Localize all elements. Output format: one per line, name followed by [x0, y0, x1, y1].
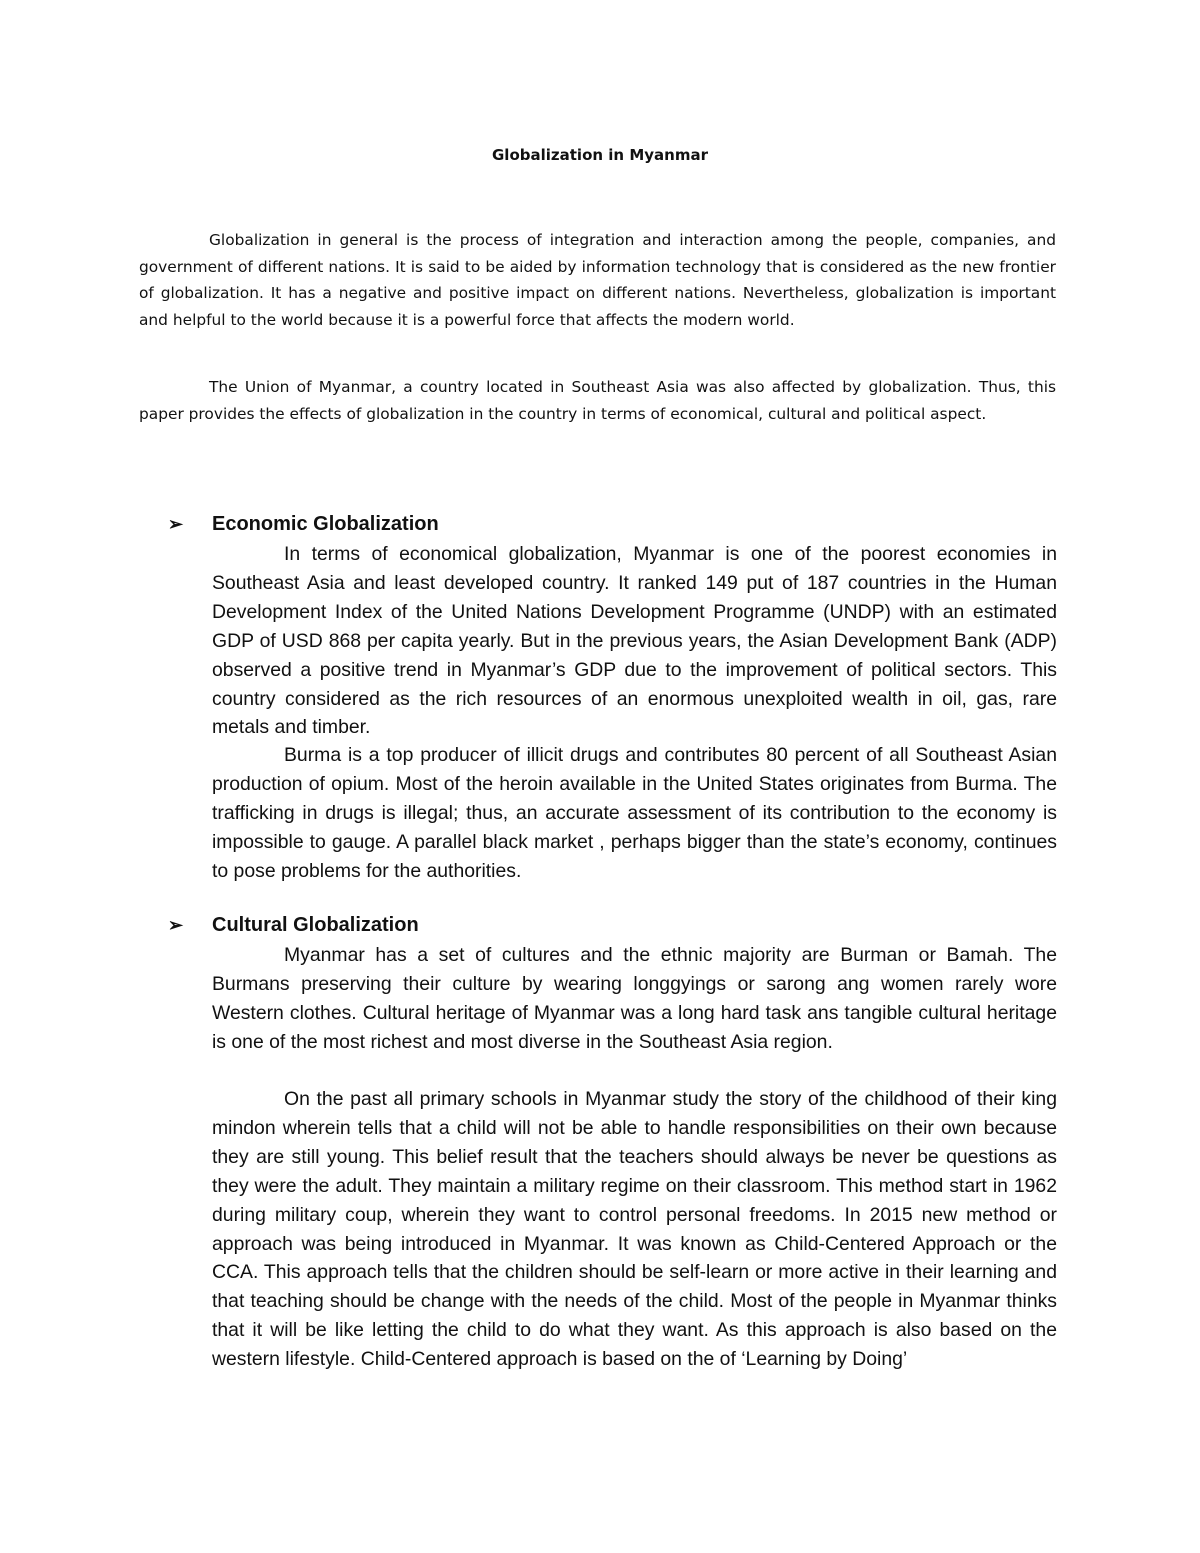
section-heading-label: Cultural Globalization — [212, 914, 419, 936]
intro-paragraph: The Union of Myanmar, a country located in Southeast Asia was also affected by globalization. Thus, this paper provides the effects of globalization in the country in terms of economical, cultural and political aspect. — [139, 378, 1056, 423]
intro-paragraph: Globalization in general is the process of integration and interaction among the people, companies, and government of different nations. It is said to be aided by information technology that is considered as the new frontier of globalization. It has a negative and positive impact on different nations. Nevertheless, globalization is important and helpful to the world because it is a powerful force that affects the modern world. — [139, 231, 1056, 329]
section-heading-economic — [168, 510, 439, 539]
arrow-bullet-icon: ➢ — [168, 915, 184, 935]
page-title: Globalization in Myanmar — [492, 146, 708, 164]
arrow-bullet-icon: ➢ — [168, 514, 184, 534]
section-paragraph: In terms of economical globalization, Myanmar is one of the poorest economies in Southeast Asia and least developed country. It ranked 149 put of 187 countries in the Human Development Index of the United Nations Development Programme (UNDP) with an estimated GDP of USD 868 per capita yearly. But in the previous years, the Asian Development Bank (ADP) observed a positive trend in Myanmar’s GDP due to the improvement of political sectors. This country considered as the rich resources of an enormous unexploited wealth in oil, gas, rare metals and timber. — [212, 543, 1057, 739]
section-paragraph: Myanmar has a set of cultures and the ethnic majority are Burman or Bamah. The Burmans preserving their culture by wearing longgyings or sarong ang women rarely wore Western clothes. Cultural heritage of Myanmar was a long hard task ans tangible cultural heritage is one of the most richest and most diverse in the Southeast Asia region. — [212, 944, 1057, 1053]
section-paragraph: Burma is a top producer of illicit drugs and contributes 80 percent of all Southeast Asian production of opium. Most of the heroin available in the United States originates from Burma. The trafficking in drugs is illegal; thus, an accurate assessment of its contribution to the economy is impossible to gauge. A parallel black market , perhaps bigger than the state’s economy, continues to pose problems for the authorities. — [212, 744, 1057, 882]
section-paragraph: On the past all primary schools in Myanmar study the story of the childhood of their king mindon wherein tells that a child will not be able to handle responsibilities on their own because they are still young. This belief result that the teachers should always be never be questions as they were the adult. They maintain a military regime on their classroom. This method start in 1962 during military coup, wherein they want to control personal freedoms. In 2015 new method or approach was being introduced in Myanmar. It was known as Child-Centered Approach or the CCA. This approach tells that the children should be self-learn or more active in their learning and that teaching should be change with the needs of the child. Most of the people in Myanmar thinks that it will be like letting the child to do what they want. As this approach is also based on the western lifestyle. Child-Centered approach is based on the of ‘Learning by Doing’ — [212, 1088, 1057, 1371]
section-heading-cultural — [168, 911, 419, 940]
section-heading-label: Economic Globalization — [212, 513, 439, 535]
